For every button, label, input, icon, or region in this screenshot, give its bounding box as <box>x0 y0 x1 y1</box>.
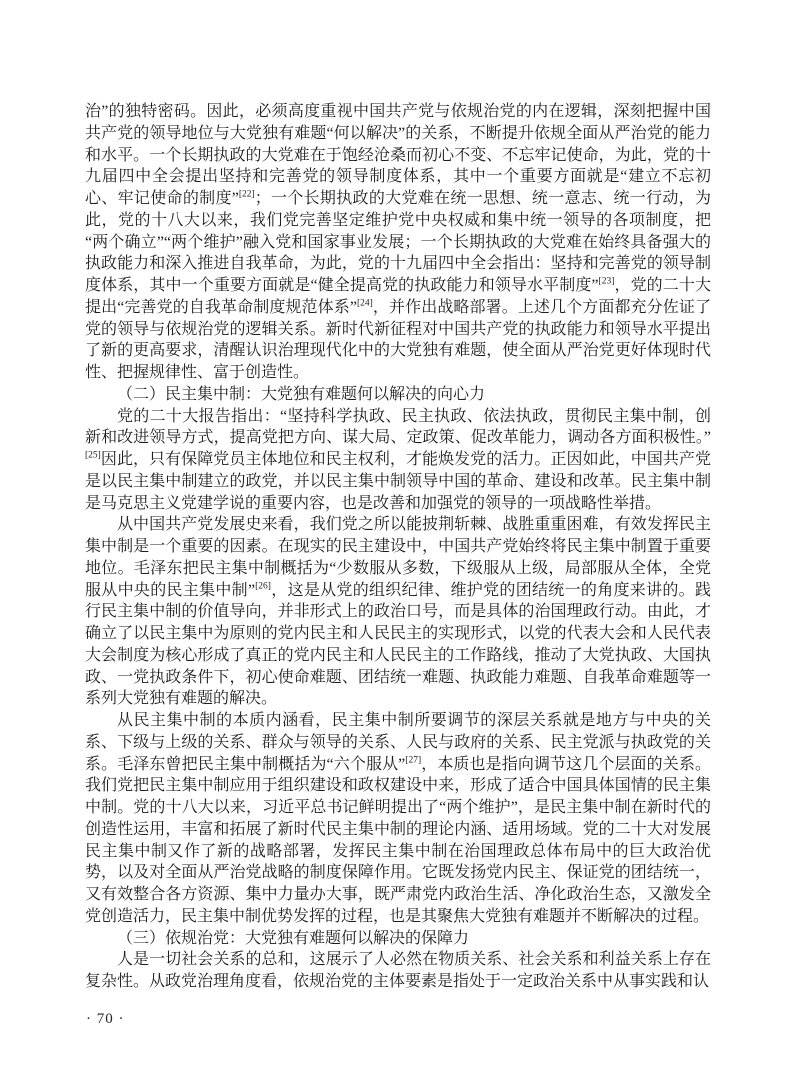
footnote-ref: [22] <box>238 189 255 200</box>
footnote-ref: [23] <box>598 276 615 287</box>
page-content <box>85 101 711 993</box>
paragraph: 治”的独特密码。因此，必须高度重视中国共产党与依规治党的内在逻辑，深刻把握中国共产党的领导地位与大党独有难题“何以解决”的关系，不断提升依规全面从严治党的能力和水平。一个长期执政的大党难在于饱经沧桑而初心不变、不忘牢记使命，为此，党的十九届四中全会提出坚持和完善党的领导制度体系，其中一个重要方面就是“建立不忘初心、牢记使命的制度”[22]；一个长期执政的大党难在统一思想、统一意志、统一行动，为此，党的十八大以来，我们党完善坚定维护党中央权威和集中统一领导的各项制度，把“两个确立”“两个维护”融入党和国家事业发展；一个长期执政的大党难在始终具备强大的执政能力和深入推进自我革命，为此，党的十九届四中全会指出：坚持和完善党的领导制度体系，其中一个重要方面就是“健全提高党的执政能力和领导水平制度”[23]，党的二十大提出“完善党的自我革命制度规范体系”[24]，并作出战略部署。上述几个方面都充分佐证了党的领导与依规治党的逻辑关系。新时代新征程对中国共产党的执政能力和领导水平提出了新的更高要求，清醒认识治理现代化中的大党独有难题，使全面从严治党更好体现时代性、把握规律性、富于创造性。 <box>85 103 711 381</box>
page-number: · 70 · <box>86 1011 125 1027</box>
section-heading: （三）依规治党：大党独有难题何以解决的保障力 <box>117 929 470 947</box>
footnote-ref: [25] <box>85 450 101 461</box>
paragraph: 党的二十大报告指出：“坚持科学执政、民主执政、依法执政，贯彻民主集中制，创新和改进领导方式，提高党把方向、谋大局、定政策、促改革能力，调动各方面积极性。”[25]因此，只有保障党员主体地位和民主权利，才能焕发党的活力。正因如此，中国共产党是以民主集中制建立的政党，并以民主集中制领导中国的革命、建设和改革。民主集中制是马克思主义党建学说的重要内容，也是改善和加强党的领导的一项战略性举措。 <box>85 407 711 512</box>
section-heading: （二）民主集中制：大党独有难题何以解决的向心力 <box>117 385 486 403</box>
footnote-ref: [24] <box>356 298 373 309</box>
paragraph: 从中国共产党发展史来看，我们党之所以能披荆斩棘、战胜重重困难，有效发挥民主集中制是一个重要的因素。在现实的民主建设中，中国共产党始终将民主集中制置于重要地位。毛泽东把民主集中制概括为“少数服从多数，下级服从上级，局部服从全体，全党服从中央的民主集中制”[26]，这是从党的组织纪律、维护党的团结统一的角度来讲的。践行民主集中制的价值导向，并非形式上的政治口号，而是具体的治国理政行动。由此，才确立了以民主集中为原则的党内民主和人民民主的实现形式，以党的代表大会和人民代表大会制度为核心形成了真正的党内民主和人民民主的工作路线，推动了大党执政、大国执政、一党执政条件下，初心使命难题、团结统一难题、执政能力难题、自我革命难题等一系列大党独有难题的解决。 <box>85 516 711 708</box>
footnote-ref: [27] <box>405 755 422 766</box>
footnote-ref: [26] <box>255 581 271 592</box>
paragraph: 从民主集中制的本质内涵看，民主集中制所要调节的深层关系就是地方与中央的关系、下级与上级的关系、群众与领导的关系、人民与政府的关系、民主党派与执政党的关系。毛泽东曾把民主集中制概括为“六个服从”[27]，本质也是指向调节这几个层面的关系。我们党把民主集中制应用于组织建设和政权建设中来，形成了适合中国具体国情的民主集中制。党的十八大以来，习近平总书记鲜明提出了“两个维护”，是民主集中制在新时代的创造性运用，丰富和拓展了新时代民主集中制的理论内涵、适用场域。党的二十大对发展民主集中制又作了新的战略部署，发挥民主集中制在治国理政总体布局中的巨大政治优势，以及对全面从严治党战略的制度保障作用。它既发扬党内民主、保证党的团结统一，又有效整合各方资源、集中力量办大事，既严肃党内政治生活、净化政治生态，又激发全党创造活力，民主集中制优势发挥的过程，也是其聚焦大党独有难题并不断解决的过程。 <box>85 712 711 925</box>
paragraph: 人是一切社会关系的总和，这展示了人必然在物质关系、社会关系和利益关系上存在复杂性。从政党治理角度看，依规治党的主体要素是指处于一定政治关系中从事实践和认 <box>85 951 711 990</box>
